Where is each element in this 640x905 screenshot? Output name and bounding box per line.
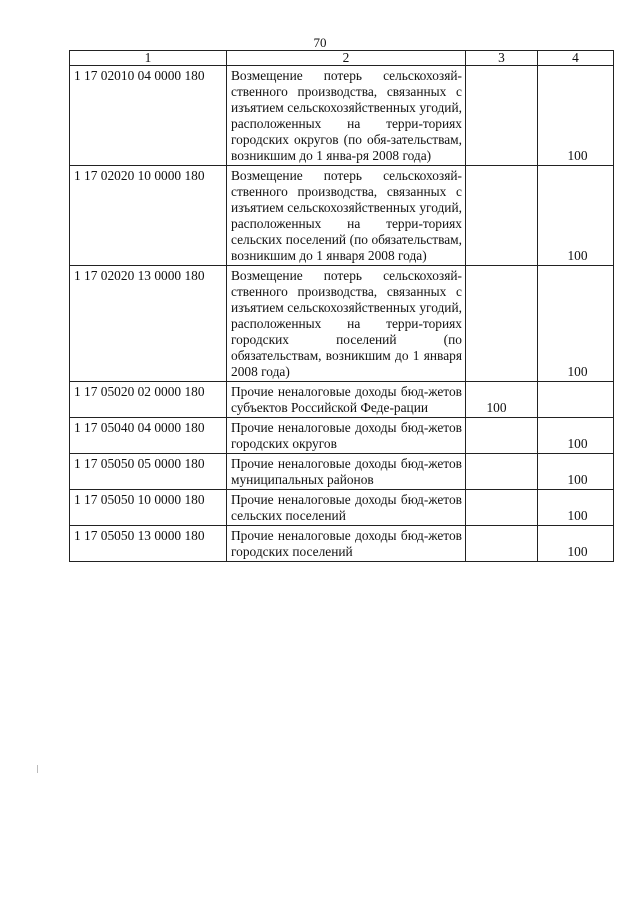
budget-code-cell: 1 17 05050 10 0000 180 — [70, 490, 227, 526]
value-col4: 100 — [567, 248, 588, 263]
budget-code-cell: 1 17 05020 02 0000 180 — [70, 382, 227, 418]
value-cell-col4 — [538, 490, 614, 526]
budget-code-cell: 1 17 05050 13 0000 180 — [70, 526, 227, 562]
table-row — [70, 454, 614, 490]
value-col4: 100 — [567, 364, 588, 379]
description-cell: Возмещение потерь сельскохозяй-ственного производства, связанных с изъятием сельскохозяйственных угодий, расположенных на терри-ториях сельских поселений (по обязательствам, возникшим до 1 января 2008 года) — [227, 166, 466, 266]
budget-classification-table — [69, 50, 614, 562]
value-cell-col4 — [538, 166, 614, 266]
value-cell-col3 — [466, 166, 538, 266]
column-header-4: 4 — [538, 51, 614, 66]
value-col4: 100 — [567, 472, 588, 487]
value-cell-col4 — [538, 266, 614, 382]
value-col4: 100 — [567, 148, 588, 163]
value-col3: 100 — [486, 400, 507, 415]
table-row — [70, 166, 614, 266]
value-cell-col3 — [466, 454, 538, 490]
description-cell: Прочие неналоговые доходы бюд-жетов городских округов — [227, 418, 466, 454]
value-col4: 100 — [567, 436, 588, 451]
budget-code-cell: 1 17 05050 05 0000 180 — [70, 454, 227, 490]
table-body — [70, 66, 614, 562]
value-cell-col4 — [538, 418, 614, 454]
table-row — [70, 490, 614, 526]
table-header — [70, 51, 614, 66]
budget-code-cell: 1 17 05040 04 0000 180 — [70, 418, 227, 454]
table-row — [70, 418, 614, 454]
description-cell: Прочие неналоговые доходы бюд-жетов сельских поселений — [227, 490, 466, 526]
value-cell-col4 — [538, 66, 614, 166]
budget-code-cell: 1 17 02010 04 0000 180 — [70, 66, 227, 166]
description-cell: Возмещение потерь сельскохозяй-ственного производства, связанных с изъятием сельскохозяйственных угодий, расположенных на терри-ториях городских округов (по обя-зательствам, возникшим до 1 янва-ря 2008 года) — [227, 66, 466, 166]
value-cell-col4 — [538, 382, 614, 418]
description-cell: Прочие неналоговые доходы бюд-жетов муниципальных районов — [227, 454, 466, 490]
page-number: 70 — [313, 35, 327, 50]
value-cell-col4 — [538, 454, 614, 490]
budget-code-cell: 1 17 02020 13 0000 180 — [70, 266, 227, 382]
table-row — [70, 66, 614, 166]
table-row — [70, 526, 614, 562]
column-header-2: 2 — [227, 51, 466, 66]
column-header-1: 1 — [70, 51, 227, 66]
value-col4: 100 — [567, 508, 588, 523]
scan-artifact-mark — [37, 765, 38, 773]
budget-code-cell: 1 17 02020 10 0000 180 — [70, 166, 227, 266]
value-cell-col4 — [538, 526, 614, 562]
value-cell-col3 — [466, 66, 538, 166]
value-cell-col3 — [466, 526, 538, 562]
value-col4: 100 — [567, 544, 588, 559]
table-row — [70, 266, 614, 382]
value-cell-col3 — [466, 418, 538, 454]
value-cell-col3 — [466, 382, 538, 418]
description-cell: Прочие неналоговые доходы бюд-жетов субъектов Российской Феде-рации — [227, 382, 466, 418]
value-cell-col3 — [466, 266, 538, 382]
value-cell-col3 — [466, 490, 538, 526]
header-row — [70, 51, 614, 66]
description-cell: Прочие неналоговые доходы бюд-жетов городских поселений — [227, 526, 466, 562]
table-row — [70, 382, 614, 418]
column-header-3: 3 — [466, 51, 538, 66]
description-cell: Возмещение потерь сельскохозяй-ственного производства, связанных с изъятием сельскохозяйственных угодий, расположенных на терри-ториях городских поселений (по обязательствам, возникшим до 1 января 2008 года) — [227, 266, 466, 382]
